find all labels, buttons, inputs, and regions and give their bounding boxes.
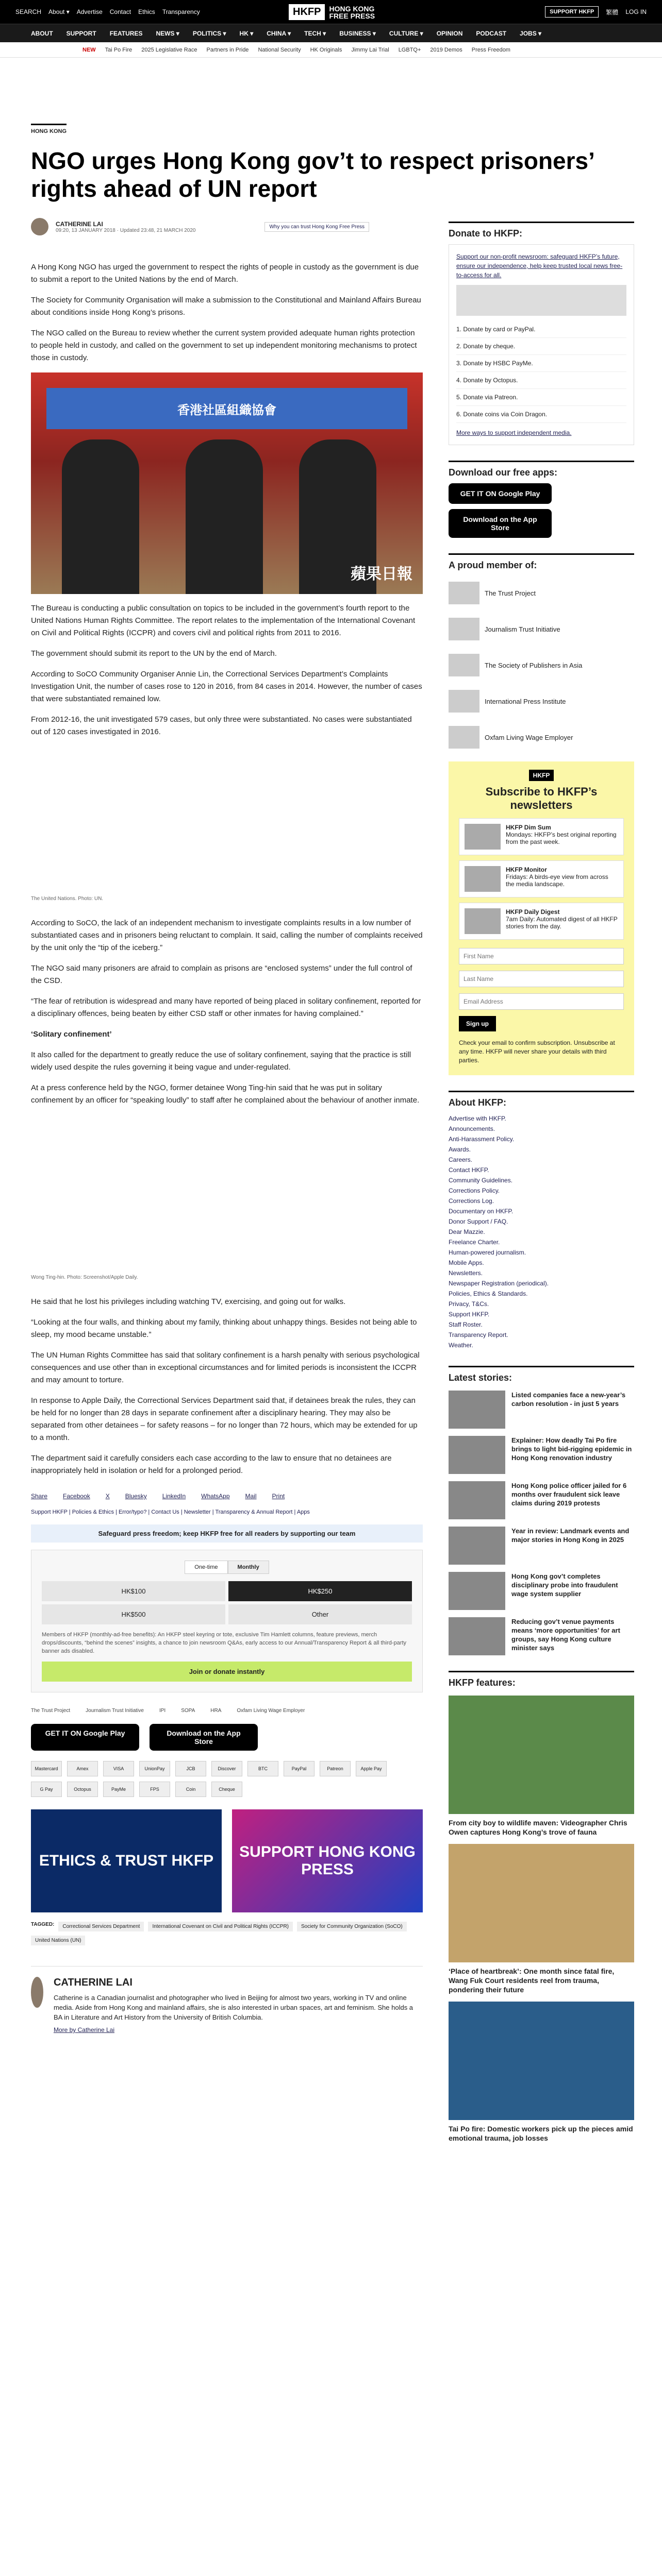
bitcoin-icon: BTC: [247, 1761, 278, 1776]
story-thumb: [449, 1391, 505, 1429]
topic-link[interactable]: Partners in Pride: [206, 46, 249, 53]
hkfp-logo[interactable]: [289, 4, 375, 20]
image-placeholder: [31, 747, 423, 891]
donate-intro[interactable]: Support our non-profit newsroom: safeguard HKFP’s future, ensure our independence, help keep trusted local news free-to-access for all.: [456, 253, 623, 279]
apps-title: Download our free apps:: [449, 461, 634, 478]
language-toggle[interactable]: 繁體: [606, 8, 619, 16]
sidebar: [449, 222, 634, 2150]
share-facebook[interactable]: Facebook: [63, 1493, 90, 1500]
payme-icon: PayMe: [103, 1782, 134, 1797]
paragraph: According to SoCO, the lack of an independent mechanism to investigate complaints results in a low number of substantiated cases and in prisoners being reluctant to complain. It said, calling the number of complaints received by the unit only the “tip of the iceberg.”: [31, 919, 423, 952]
feature-image: [449, 1844, 634, 1962]
about-link[interactable]: Privacy, T&Cs.: [449, 1300, 489, 1308]
support-banner[interactable]: SUPPORT HONG KONG PRESS: [232, 1809, 423, 1912]
discover-icon: Discover: [211, 1761, 242, 1776]
donate-option[interactable]: 6. Donate coins via Coin Dragon.: [456, 406, 626, 423]
tag[interactable]: International Covenant on Civil and Political Rights (ICCPR): [148, 1922, 293, 1931]
support-links[interactable]: Support HKFP | Policies & Ethics | Error/typo? | Contact Us | Newsletter | Transparency & Annual Report | Apps: [31, 1509, 310, 1515]
latest-story[interactable]: Hong Kong police officer jailed for 6 months over fraudulent sick leave claims during 2019 protests: [449, 1481, 634, 1519]
story-thumb: [449, 1617, 505, 1655]
newsletter-thumb: [465, 824, 501, 850]
top-bar: [0, 0, 662, 24]
advertise-link[interactable]: Advertise: [76, 8, 103, 15]
support-hkfp-button[interactable]: SUPPORT HKFP: [545, 6, 599, 18]
banner-sign: 香港社區組織協會: [46, 388, 407, 429]
org-logo[interactable]: The Trust Project: [31, 1708, 71, 1714]
publish-date: 09:20, 13 JANUARY 2018: [56, 227, 115, 233]
topic-link[interactable]: 2025 Legislative Race: [141, 46, 197, 53]
press-conference-photo: [31, 372, 423, 594]
nav-item[interactable]: JOBS ▾: [520, 29, 542, 37]
paragraph: The government should submit its report to the UN by the end of March.: [31, 649, 277, 658]
ethics-link[interactable]: Ethics: [138, 8, 155, 15]
newsletter-option[interactable]: HKFP Dim Sum Mondays: HKFP’s best original reporting from the past week.: [459, 818, 624, 855]
google-play-button[interactable]: GET IT ON Google Play: [31, 1724, 139, 1751]
about-link[interactable]: Policies, Ethics & Standards.: [449, 1290, 528, 1297]
search-link[interactable]: SEARCH: [15, 8, 42, 15]
paragraph: A Hong Kong NGO has urged the government to respect the rights of people in custody as the government is due to submit a report to the United Nations by the end of March.: [31, 263, 419, 284]
about-link[interactable]: Newspaper Registration (periodical).: [449, 1280, 549, 1287]
paragraph: The Bureau is conducting a public consultation on topics to be included in the government’s fourth report to the United Nations Human Rights Committee. The report relates to the implementation of the International Covenant on Civil and Political Rights (ICCPR) and covers civil and political rights from 2011 to 2016.: [31, 604, 416, 637]
paragraph: The department said it carefully considers each case according to the law to ensure that no detainees are inappropriately held in isolation or held for a prolonged period.: [31, 1454, 392, 1475]
visa-icon: VISA: [103, 1761, 134, 1776]
about-title: About HKFP:: [449, 1091, 634, 1108]
about-link[interactable]: Community Guidelines.: [449, 1177, 513, 1184]
nav-item[interactable]: HK ▾: [239, 29, 254, 37]
donate-option[interactable]: 3. Donate by HSBC PayMe.: [456, 355, 626, 372]
about-link[interactable]: Announcements.: [449, 1125, 495, 1132]
org-logo-icon: [449, 726, 479, 749]
share-x[interactable]: X: [105, 1493, 110, 1500]
topic-link[interactable]: Jimmy Lai Trial: [351, 46, 389, 53]
proud-title: A proud member of:: [449, 553, 634, 571]
about-link[interactable]: Corrections Policy.: [449, 1187, 500, 1194]
paypal-icon: PayPal: [284, 1761, 315, 1776]
tab-monthly[interactable]: Monthly: [228, 1561, 269, 1574]
amount-option[interactable]: HK$500: [42, 1604, 225, 1624]
byline: CATHERINE LAI 09:20, 13 JANUARY 2018 · Updated 23:48, 21 MARCH 2020 Why you can trust Hong Kong Free Press: [31, 218, 423, 235]
logo-mark: HKFP: [289, 4, 325, 20]
patreon-icon: Patreon: [320, 1761, 351, 1776]
member-org[interactable]: The Trust Project: [449, 579, 634, 607]
jcb-icon: JCB: [175, 1761, 206, 1776]
latest-story[interactable]: Reducing gov’t venue payments means ‘more opportunities’ for art groups, say Hong Kong culture minister says: [449, 1617, 634, 1655]
about-link[interactable]: Freelance Charter.: [449, 1239, 500, 1246]
org-logo-icon: [449, 690, 479, 713]
nav-item[interactable]: BUSINESS ▾: [339, 29, 376, 37]
tag-list: [31, 1922, 423, 1945]
member-list: [449, 579, 634, 751]
feature-card[interactable]: From city boy to wildlife maven: Videographer Chris Owen captures Hong Kong’s trove of fauna: [449, 1696, 634, 1837]
login-link[interactable]: LOG IN: [625, 8, 647, 15]
subheading: ‘Solitary confinement’: [31, 1030, 112, 1039]
email-field[interactable]: [459, 993, 624, 1010]
nav-item[interactable]: TECH ▾: [304, 29, 326, 37]
topic-link[interactable]: Tai Po Fire: [105, 46, 133, 53]
nav-item[interactable]: OPINION: [436, 29, 463, 37]
features-section: [449, 1671, 634, 2143]
donate-widget: [31, 1550, 423, 1692]
nav-item[interactable]: ABOUT: [31, 29, 53, 37]
share-mail[interactable]: Mail: [245, 1493, 257, 1500]
about-link[interactable]: Advertise with HKFP.: [449, 1115, 506, 1122]
paragraph: In response to Apple Daily, the Correctional Services Department said that, if detainees break the rules, they can be held for no longer than 28 days in separate confinement after a disciplinary hearing. They may also be separated from other detainees – for safety reasons – for no longer than 72 hours, which may be extended for up to a month.: [31, 1396, 418, 1442]
coin-icon: Coin: [175, 1782, 206, 1797]
tab-one-time[interactable]: One-time: [185, 1561, 227, 1574]
share-print[interactable]: Print: [272, 1493, 285, 1500]
photo-watermark: 蘋果日報: [351, 566, 412, 583]
member-org[interactable]: International Press Institute: [449, 687, 634, 715]
latest-story[interactable]: Listed companies face a new-year’s carbon resolution - in just 5 years: [449, 1391, 634, 1429]
paragraph: The Society for Community Organisation will make a submission to the Constitutional and Mainland Affairs Bureau about conditions inside Hong Kong’s prisons.: [31, 296, 421, 317]
topic-link[interactable]: Press Freedom: [471, 46, 510, 53]
feature-card[interactable]: ‘Place of heartbreak’: One month since fatal fire, Wang Fuk Court residents reel from trauma, pondering their future: [449, 1844, 634, 1994]
fps-icon: FPS: [139, 1782, 170, 1797]
author-name[interactable]: CATHERINE LAI: [56, 220, 103, 228]
tag[interactable]: Society for Community Organization (SoCO): [297, 1922, 407, 1931]
about-section: [449, 1091, 634, 1350]
donate-option[interactable]: 4. Donate by Octopus.: [456, 372, 626, 389]
nav-item[interactable]: POLITICS ▾: [192, 29, 226, 37]
image-caption: The United Nations. Photo: UN.: [31, 896, 104, 902]
member-org[interactable]: Journalism Trust Initiative: [449, 615, 634, 643]
person-figure: [62, 439, 139, 594]
more-ways-link[interactable]: More ways to support independent media.: [456, 429, 572, 436]
amount-option[interactable]: HK$100: [42, 1581, 225, 1601]
topic-nav: [0, 42, 662, 58]
paragraph: It also called for the department to greatly reduce the use of solitary confinement, saying that the practice is still widely used despite the rules governing it being vague and under-regulated.: [31, 1050, 411, 1072]
topic-link[interactable]: National Security: [258, 46, 301, 53]
topic-link[interactable]: 2019 Demos: [430, 46, 462, 53]
trust-link[interactable]: Why you can trust Hong Kong Free Press: [264, 222, 369, 232]
nav-item[interactable]: CHINA ▾: [267, 29, 291, 37]
paragraph: The NGO called on the Bureau to review whether the current system provided adequate human rights protection to people held in custody, and called on the government to set up independent monitoring mechanisms to protect those in custody.: [31, 329, 417, 362]
donate-option[interactable]: 1. Donate by card or PayPal.: [456, 321, 626, 338]
org-logo-icon: [449, 654, 479, 676]
donate-title: Donate to HKFP:: [449, 222, 634, 239]
share-bluesky[interactable]: Bluesky: [125, 1493, 147, 1500]
image-caption: Wong Ting-hin. Photo: Screenshot/Apple Daily.: [31, 1275, 138, 1280]
topic-link[interactable]: LGBTQ+: [398, 46, 421, 53]
tags-label: TAGGED:: [31, 1922, 55, 1927]
about-link[interactable]: Support HKFP.: [449, 1311, 490, 1318]
image-placeholder: [31, 1115, 423, 1269]
unionpay-icon: UnionPay: [139, 1761, 170, 1776]
paragraph: “The fear of retribution is widespread and many have reported of being placed in solitary confinement, reported for a disciplinary offences, being beaten by either CSD staff or other inmates for having complained.”: [31, 997, 421, 1018]
more-by-author-link[interactable]: More by Catherine Lai: [53, 2026, 114, 2033]
about-link[interactable]: Dear Mazzie.: [449, 1228, 485, 1235]
about-link[interactable]: Human-powered journalism.: [449, 1249, 526, 1256]
org-logo[interactable]: Journalism Trust Initiative: [86, 1708, 144, 1714]
amount-option[interactable]: HK$250: [228, 1581, 412, 1601]
paragraph: The UN Human Rights Committee has said that solitary confinement is a harsh penalty with serious psychological consequences and use other than in exceptional circumstances and for limited periods is inconsistent the ICCPR and may amount to torture.: [31, 1351, 420, 1384]
newsletter-option[interactable]: HKFP Monitor Fridays: A birds-eye view from across the media landscape.: [459, 860, 624, 897]
about-link[interactable]: Staff Roster.: [449, 1321, 483, 1328]
newsletter-option[interactable]: HKFP Daily Digest 7am Daily: Automated digest of all HKFP stories from the day.: [459, 903, 624, 940]
author-bio: Catherine is a Canadian journalist and photographer who lived in Beijing for almost two years, working in TV and online media. Aside from Hong Kong and mainland affairs, she is also interested in urban spaces, art and feminism. She holds a BA in Literature and Art History from the University of British Columbia.: [53, 1994, 413, 2021]
transparency-link[interactable]: Transparency: [162, 8, 200, 15]
story-thumb: [449, 1481, 505, 1519]
sidebar-app-store[interactable]: Download on the App Store: [449, 509, 552, 538]
org-logo-icon: [449, 618, 479, 640]
paragraph: The NGO said many prisoners are afraid to complain as prisons are “enclosed systems” under the full control of the CSD.: [31, 964, 412, 985]
org-logo[interactable]: IPI: [159, 1708, 166, 1714]
mastercard-icon: Mastercard: [31, 1761, 62, 1776]
about-link[interactable]: Weather.: [449, 1342, 473, 1349]
updated-date: Updated 23:48, 21 MARCH 2020: [120, 227, 196, 233]
contact-link[interactable]: Contact: [109, 8, 131, 15]
payment-icons: [31, 1761, 392, 1797]
author-box-name[interactable]: CATHERINE LAI: [53, 1977, 133, 1988]
sidebar-google-play[interactable]: GET IT ON Google Play: [449, 483, 552, 504]
author-avatar: [31, 218, 48, 235]
donate-box: [449, 244, 634, 445]
story-thumb: [449, 1527, 505, 1565]
newsletter-title: Subscribe to HKFP’s newsletters: [485, 785, 598, 811]
paragraph: “Looking at the four walls, and thinking about my family, thinking about unhappy things. Besides not being able to sleep, my mood became unstable.”: [31, 1318, 417, 1339]
latest-story[interactable]: Hong Kong gov’t completes disciplinary probe into fraudulent wage system supplier: [449, 1572, 634, 1610]
latest-section: [449, 1366, 634, 1655]
tag[interactable]: Correctional Services Department: [58, 1922, 144, 1931]
org-logo[interactable]: HRA: [210, 1708, 222, 1714]
app-store-button[interactable]: Download on the App Store: [150, 1724, 258, 1751]
new-badge: NEW: [82, 46, 96, 53]
section-tag[interactable]: HONG KONG: [31, 124, 67, 134]
article-title: NGO urges Hong Kong gov’t to respect prisoners’ rights ahead of UN report: [31, 147, 594, 202]
features-title: HKFP features:: [449, 1671, 634, 1688]
share-bar: [31, 1493, 423, 1500]
about-link[interactable]: Transparency Report.: [449, 1331, 508, 1338]
topic-link[interactable]: HK Originals: [310, 46, 342, 53]
author-avatar: [31, 1977, 43, 2008]
cheque-icon: Cheque: [211, 1782, 242, 1797]
newsletter-note: Check your email to confirm subscription. Unsubscribe at any time. HKFP will never share your details with third parties.: [459, 1039, 615, 1064]
nav-item[interactable]: SUPPORT: [66, 29, 96, 37]
nav-item[interactable]: FEATURES: [109, 29, 143, 37]
donate-option[interactable]: 5. Donate via Patreon.: [456, 389, 626, 406]
donate-option[interactable]: 2. Donate by cheque.: [456, 338, 626, 355]
feature-card[interactable]: Tai Po fire: Domestic workers pick up the pieces amid emotional trauma, job losses: [449, 2002, 634, 2143]
feature-image: [449, 1696, 634, 1814]
newsletter-logo: HKFP: [529, 770, 554, 781]
amount-option[interactable]: Other: [228, 1604, 412, 1624]
ethics-banner[interactable]: ETHICS & TRUST HKFP: [31, 1809, 222, 1912]
support-strip[interactable]: Safeguard press freedom; keep HKFP free for all readers by supporting our team: [31, 1524, 423, 1543]
about-link[interactable]: Documentary on HKFP.: [449, 1208, 514, 1215]
tag[interactable]: United Nations (UN): [31, 1936, 85, 1945]
about-link[interactable]: Careers.: [449, 1156, 473, 1163]
amex-icon: Amex: [67, 1761, 98, 1776]
paragraph: According to SoCO Community Organiser Annie Lin, the Correctional Services Department’s Complaints Investigation Unit, the number of cases rose to 120 in 2016, from 84 cases in 2014. However, the number of cases that were substantiated remained low.: [31, 670, 422, 703]
payment-logos: [456, 285, 626, 316]
newsletter-thumb: [465, 866, 501, 892]
about-link[interactable]: Anti-Harassment Policy.: [449, 1136, 515, 1143]
member-org[interactable]: The Society of Publishers in Asia: [449, 651, 634, 679]
newsletter-box: [449, 761, 634, 1075]
latest-title: Latest stories:: [449, 1366, 634, 1383]
octopus-icon: Octopus: [67, 1782, 98, 1797]
paragraph: From 2012-16, the unit investigated 579 cases, but only three were substantiated. No cases were substantiated out of 120 cases investigated in 2016.: [31, 715, 412, 736]
org-logo-icon: [449, 582, 479, 604]
org-logo[interactable]: SOPA: [181, 1708, 195, 1714]
story-thumb: [449, 1572, 505, 1610]
share-linkedin[interactable]: LinkedIn: [162, 1493, 186, 1500]
latest-story[interactable]: Year in review: Landmark events and major stories in Hong Kong in 2025: [449, 1527, 634, 1565]
latest-story[interactable]: Explainer: How deadly Tai Po fire brings to light bid-rigging epidemic in Hong Kong renovation industry: [449, 1436, 634, 1474]
author-box: [31, 1966, 423, 2033]
main-nav: [0, 24, 662, 42]
share-whatsapp[interactable]: WhatsApp: [201, 1493, 230, 1500]
nav-item[interactable]: CULTURE ▾: [389, 29, 423, 37]
org-logos: [31, 1708, 423, 1714]
nav-item[interactable]: PODCAST: [476, 29, 507, 37]
paragraph: He said that he lost his privileges including watching TV, exercising, and going out for walks.: [31, 1297, 346, 1306]
about-link[interactable]: Donor Support / FAQ.: [449, 1218, 508, 1225]
about-link[interactable]: Corrections Log.: [449, 1197, 494, 1205]
first-name-field[interactable]: [459, 948, 624, 964]
nav-item[interactable]: NEWS ▾: [156, 29, 179, 37]
share-label: Share: [31, 1493, 48, 1500]
about-menu[interactable]: About ▾: [48, 8, 70, 15]
member-org[interactable]: Oxfam Living Wage Employer: [449, 723, 634, 751]
last-name-field[interactable]: [459, 971, 624, 987]
paragraph: At a press conference held by the NGO, former detainee Wong Ting-hin said that he was put in solitary confinement by an officer for “speaking loudly” to staff after he complained about the behaviour of another inmate.: [31, 1083, 420, 1105]
about-link[interactable]: Contact HKFP.: [449, 1166, 489, 1174]
about-link[interactable]: Newsletters.: [449, 1269, 483, 1277]
newsletter-thumb: [465, 908, 501, 934]
about-link[interactable]: Awards.: [449, 1146, 471, 1153]
story-thumb: [449, 1436, 505, 1474]
google-pay-icon: G Pay: [31, 1782, 62, 1797]
logo-text: HONG KONG FREE PRESS: [329, 4, 375, 20]
person-figure: [186, 439, 263, 594]
about-link[interactable]: Mobile Apps.: [449, 1259, 484, 1266]
about-list: [449, 1113, 634, 1350]
apple-pay-icon: Apple Pay: [356, 1761, 387, 1776]
signup-button[interactable]: Sign up: [459, 1016, 496, 1031]
join-button[interactable]: Join or donate instantly: [42, 1662, 412, 1682]
org-logo[interactable]: Oxfam Living Wage Employer: [237, 1708, 305, 1714]
feature-image: [449, 2002, 634, 2120]
member-benefits: Members of HKFP (monthly-ad-free benefits): An HKFP steel keyring or tote, exclusive Tim Hamlett columns, feature previews, merch drops/discounts, “behind the scenes” insights, a chance to join newsroom Q&As, early access to our Annual/Transparency Report & all third-party banner ads disabled.: [42, 1632, 407, 1654]
